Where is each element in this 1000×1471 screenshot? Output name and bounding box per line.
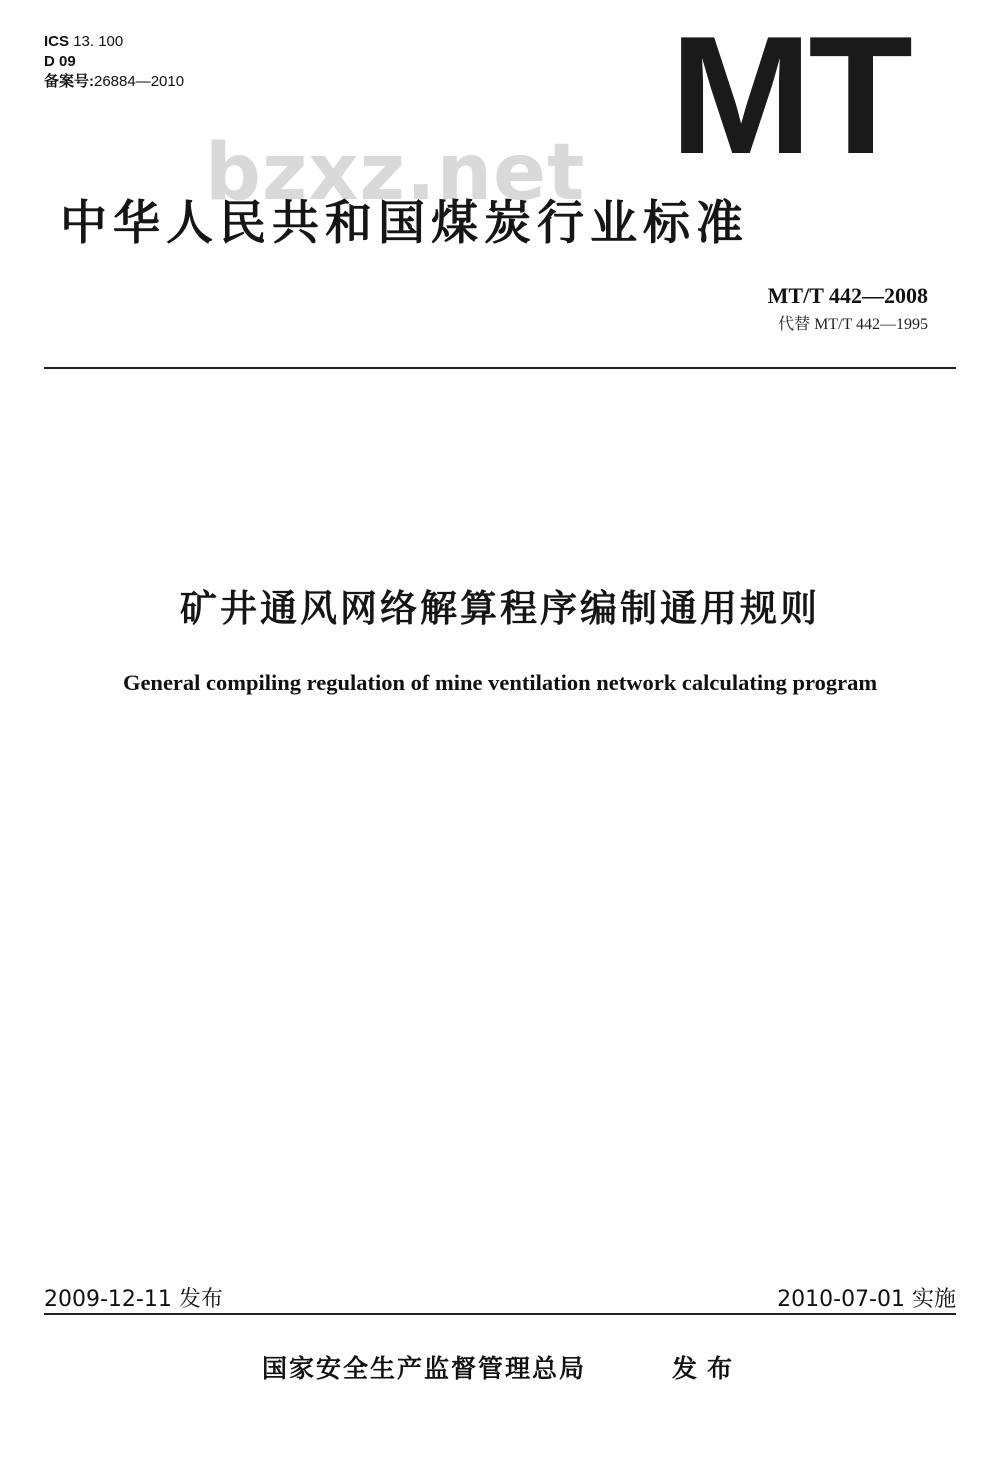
- publisher: 国家安全生产监督管理总局: [262, 1354, 587, 1383]
- standard-number: MT/T 442—2008: [767, 283, 928, 308]
- ics-line: [44, 32, 184, 52]
- footer-divider: [44, 1313, 956, 1315]
- document-title-zh: 矿井通风网络解算程序编制通用规则: [180, 587, 820, 630]
- ics-code: 13. 100: [73, 33, 124, 50]
- watermark: bzxz.net: [205, 128, 586, 218]
- implement-date: 2010-07-01 实施: [777, 1287, 956, 1312]
- classification-block: [44, 32, 184, 92]
- filing-label: 备案号:: [44, 73, 94, 90]
- filing-line: [44, 72, 184, 92]
- ics-label: ICS: [44, 33, 70, 50]
- publish-label: 发布: [672, 1354, 743, 1383]
- filing-number: 26884—2010: [94, 73, 185, 90]
- mt-logo: MT: [669, 1, 909, 189]
- issue-date: 2009-12-11 发布: [44, 1287, 223, 1312]
- document-title-en: General compiling regulation of mine ventilation network calculating program: [122, 670, 878, 695]
- agency-title: 中华人民共和国煤炭行业标准: [60, 196, 749, 251]
- replaces-standard: 代替 MT/T 442—1995: [778, 316, 928, 333]
- class-code: D 09: [44, 53, 76, 70]
- header-divider: [44, 367, 956, 369]
